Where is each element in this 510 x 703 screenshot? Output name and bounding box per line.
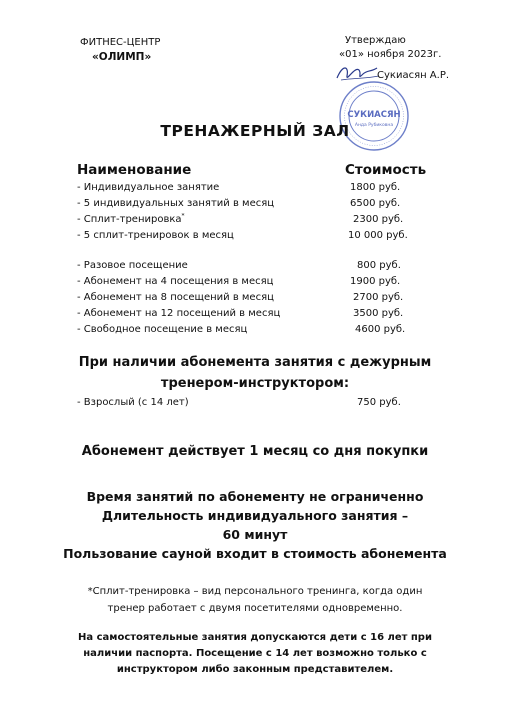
organization-name: «ОЛИМП» — [92, 51, 152, 63]
list-item — [0, 395, 510, 411]
column-header-name: Наименование — [77, 162, 192, 178]
item-name: - Взрослый (с 14 лет) — [77, 397, 189, 408]
item-price: 10 000 руб. — [348, 230, 408, 241]
item-name: - Сплит-тренировка — [77, 214, 182, 225]
item-price: 750 руб. — [357, 397, 401, 408]
item-price: 1900 руб. — [350, 276, 401, 287]
price-group-training — [0, 180, 510, 244]
item-price: 2300 руб. — [353, 214, 404, 225]
section-heading-line: При наличии абонемента занятия с дежурным — [78, 355, 432, 370]
stamp-seal — [338, 80, 410, 156]
rules-line: Время занятий по абонементу не ограниченно — [86, 489, 424, 504]
approval-label: Утверждаю — [345, 35, 406, 46]
age-note-line: наличии паспорта. Посещение с 14 лет возможно только с — [83, 648, 427, 659]
list-item — [0, 290, 510, 306]
item-price: 4600 руб. — [355, 324, 406, 335]
approval-date: «01» ноября 2023г. — [339, 49, 442, 60]
price-group-instructor — [0, 395, 510, 411]
item-price: 1800 руб. — [350, 182, 401, 193]
item-price: 3500 руб. — [353, 308, 404, 319]
item-price: 2700 руб. — [353, 292, 404, 303]
list-item — [0, 274, 510, 290]
footnote — [0, 583, 510, 617]
price-group-visits — [0, 258, 510, 338]
footnote-line: тренер работает с двумя посетителями одновременно. — [107, 603, 403, 614]
signer-name: Сукиасян А.Р. — [377, 70, 450, 81]
rules-block — [0, 487, 510, 563]
item-name: - 5 индивидуальных занятий в месяц — [77, 198, 275, 209]
age-note-line: инструктором либо законным представителем. — [116, 664, 394, 675]
list-item — [0, 228, 510, 244]
item-name: - Абонемент на 4 посещения в месяц — [77, 276, 274, 287]
stamp-subtext: Анда Рубиковна — [354, 123, 394, 128]
list-item — [0, 180, 510, 196]
list-item — [0, 212, 510, 228]
list-item — [0, 306, 510, 322]
item-price: 800 руб. — [357, 260, 401, 271]
item-name: - Абонемент на 12 посещений в месяц — [77, 308, 281, 319]
section-heading — [0, 352, 510, 394]
column-header-price: Стоимость — [345, 162, 427, 178]
approval-block — [339, 34, 442, 62]
item-name: - Свободное посещение в месяц — [77, 324, 248, 335]
stamp-name: СУКИАСЯН — [347, 110, 401, 120]
validity-note: Абонемент действует 1 месяц со дня покупки — [81, 444, 429, 459]
item-name: - 5 сплит-тренировок в месяц — [77, 230, 234, 241]
age-note-line: На самостоятельные занятия допускаются дети с 16 лет при — [78, 632, 432, 643]
rules-line: Пользование сауной входит в стоимость абонемента — [63, 546, 447, 561]
footnote-mark: * — [181, 212, 185, 220]
footnote-line: *Сплит-тренировка – вид персонального тренинга, когда один — [87, 586, 423, 597]
list-item — [0, 258, 510, 274]
organization-block — [80, 36, 160, 64]
organization-type: ФИТНЕС-ЦЕНТР — [80, 37, 161, 48]
item-name: - Индивидуальное занятие — [77, 182, 220, 193]
item-name: - Абонемент на 8 посещений в месяц — [77, 292, 274, 303]
section-heading-line: тренером-инструктором: — [160, 376, 350, 391]
item-name: - Разовое посещение — [77, 260, 188, 271]
list-item — [0, 322, 510, 338]
rules-line: 60 минут — [222, 527, 288, 542]
age-restriction-note — [0, 630, 510, 678]
list-item — [0, 196, 510, 212]
page-title: ТРЕНАЖЕРНЫЙ ЗАЛ — [160, 122, 350, 140]
item-price: 6500 руб. — [350, 198, 401, 209]
rules-line: Длительность индивидуального занятия – — [101, 508, 409, 523]
